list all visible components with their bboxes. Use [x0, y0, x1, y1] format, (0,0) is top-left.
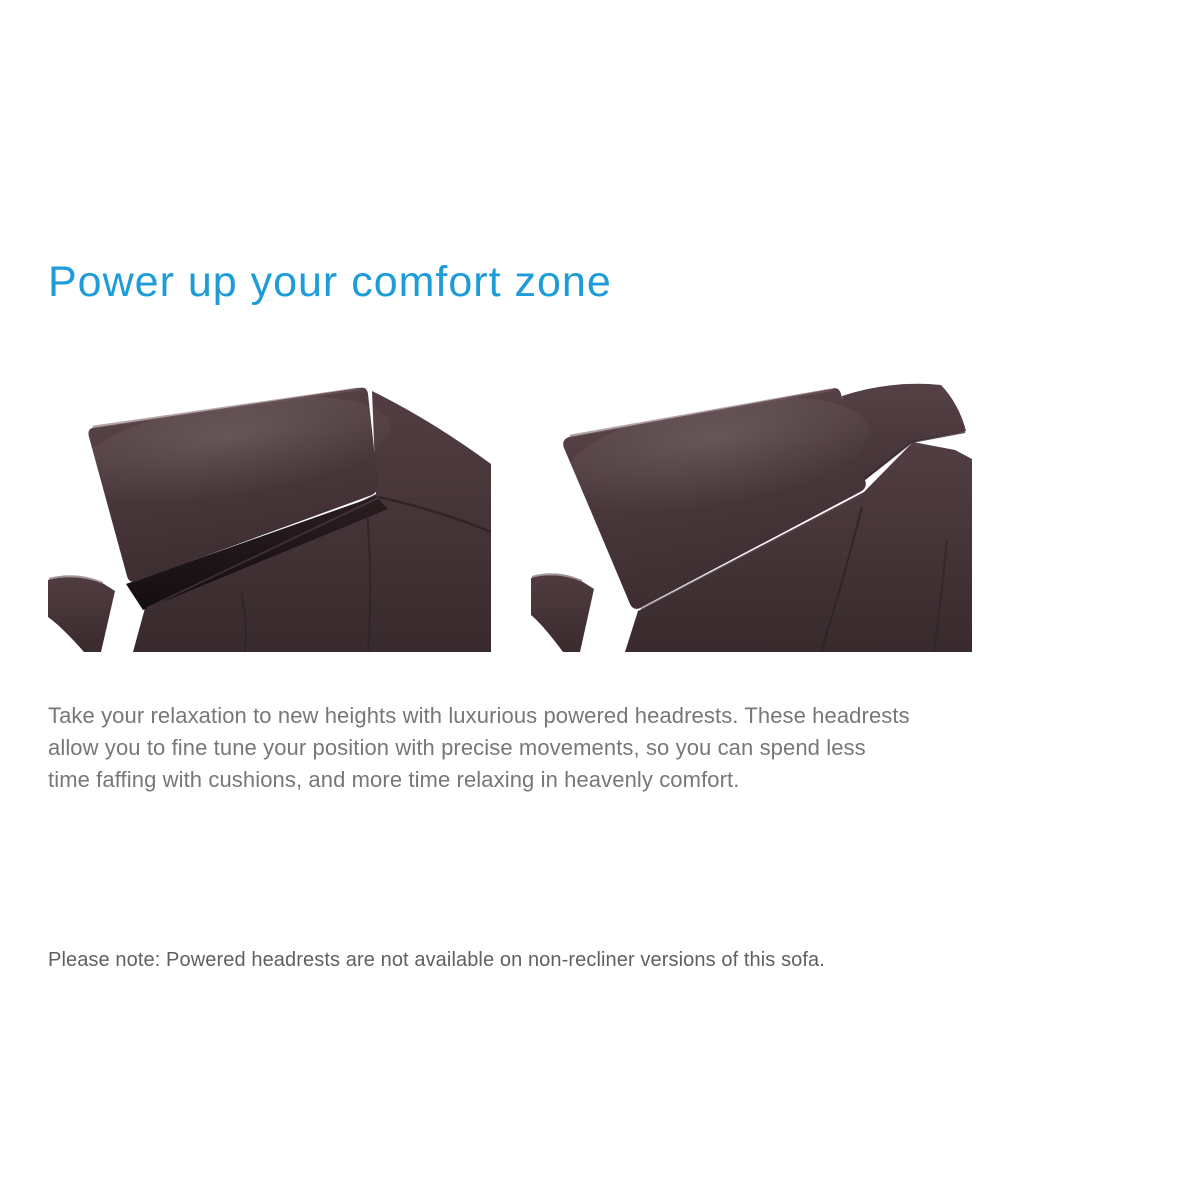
description-paragraph	[48, 700, 910, 796]
sofa-headrest-raised-illustration	[48, 380, 491, 652]
section-heading: Power up your comfort zone	[48, 258, 612, 306]
disclaimer-note: Please note: Powered headrests are not available on non-recliner versions of this sofa.	[48, 949, 825, 971]
photo-headrest-lowered	[531, 380, 974, 652]
description-line: allow you to fine tune your position with precise movements, so you can spend less	[48, 735, 866, 760]
description-line: Take your relaxation to new heights with luxurious powered headrests. These headrests	[48, 703, 910, 728]
photo-headrest-raised	[48, 380, 491, 652]
product-images-row	[48, 380, 974, 652]
sofa-headrest-lowered-illustration	[531, 380, 974, 652]
description-line: time faffing with cushions, and more time relaxing in heavenly comfort.	[48, 767, 740, 792]
